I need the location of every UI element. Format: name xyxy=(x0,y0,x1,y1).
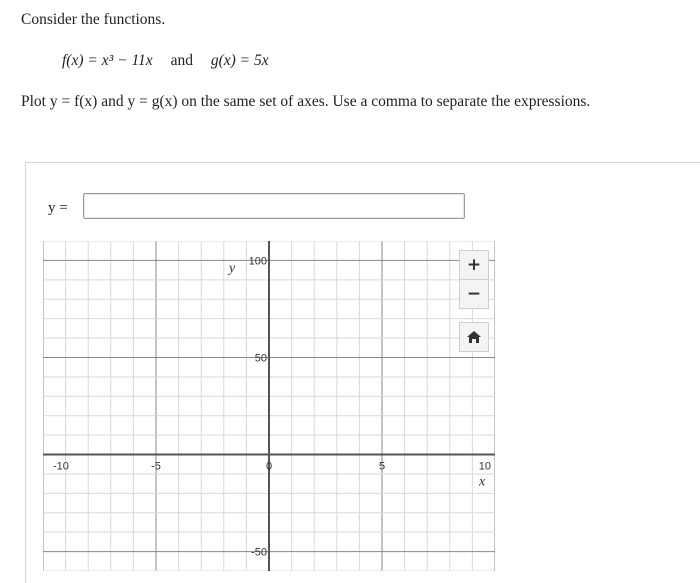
y-axis-label: y xyxy=(229,261,236,276)
home-icon xyxy=(466,330,482,344)
function-definitions xyxy=(62,52,269,70)
x-tick-label: -5 xyxy=(151,460,161,473)
intro-text: Consider the functions. xyxy=(21,11,166,28)
y-input-label: y = xyxy=(48,200,68,216)
instruction-text: Plot y = f(x) and y = g(x) on the same set of axes. Use a comma to separate the expressions. xyxy=(21,93,591,110)
g-definition: g(x) = 5x xyxy=(210,52,269,69)
x-tick-label: 5 xyxy=(378,460,386,473)
y-tick-label: 100 xyxy=(248,255,267,268)
x-tick-label: -10 xyxy=(53,460,69,473)
y-tick-label: 50 xyxy=(254,352,267,365)
f-definition: f(x) = x³ − 11x xyxy=(62,52,153,69)
graph-canvas[interactable] xyxy=(43,241,495,571)
y-tick-label: -50 xyxy=(251,546,267,559)
conjunction: and xyxy=(170,52,193,69)
zoom-out-button[interactable]: − xyxy=(459,279,489,309)
x-axis-label: x xyxy=(479,474,486,490)
reset-view-button[interactable] xyxy=(459,322,489,352)
x-tick-label: 0 xyxy=(265,460,273,473)
zoom-in-button[interactable]: + xyxy=(459,250,489,279)
x-tick-label: 10 xyxy=(478,460,491,473)
y-expression-input[interactable] xyxy=(83,193,465,219)
